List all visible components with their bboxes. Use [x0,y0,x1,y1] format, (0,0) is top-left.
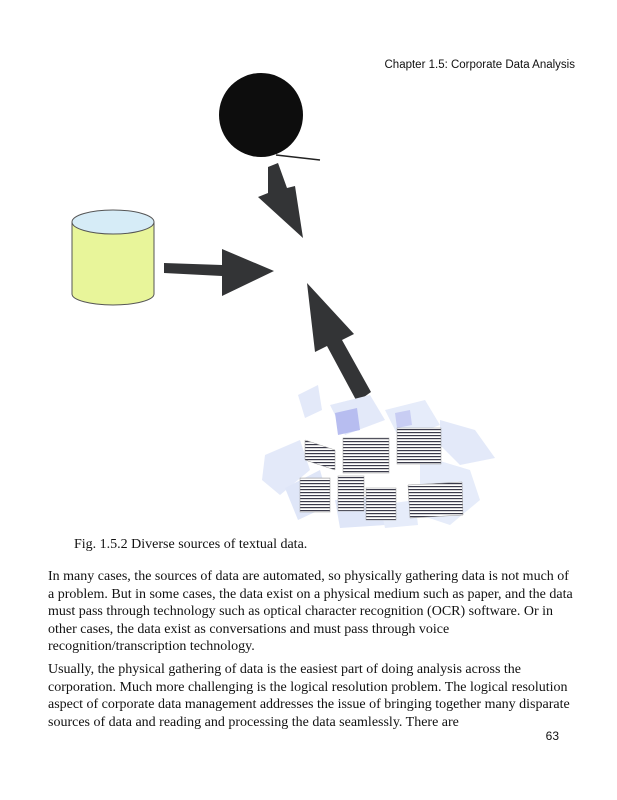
body-paragraph: Usually, the physical gathering of data is the easiest part of doing analysis across the corporation. Much more challenging is the logical resolution problem. The logical resolution aspect of corporate data management addresses the issue of bringing together many disparate sources of data and reading and processing the data seamlessly. There are [48,662,570,730]
page-number: 63 [545,729,559,743]
arrow-from-documents [307,283,371,400]
arrow-from-database [164,249,274,296]
running-header: Chapter 1.5: Corporate Data Analysis [384,59,575,71]
arrow-from-circle [258,163,303,238]
body-paragraph: In many cases, the sources of data are automated, so physically gathering data is not much of a problem. But in some cases, the data exist on a physical medium such as paper, and the data must pass through technology such as optical character recognition (OCR) software. Or in other cases, the data exist as conversations and must pass through voice recognition/transcription technology. [48,569,573,655]
figure-caption: Fig. 1.5.2 Diverse sources of textual data. [74,537,308,552]
database-cylinder-icon [72,210,154,305]
automated-source-circle [219,73,320,160]
paper-documents-illustration [262,385,495,528]
